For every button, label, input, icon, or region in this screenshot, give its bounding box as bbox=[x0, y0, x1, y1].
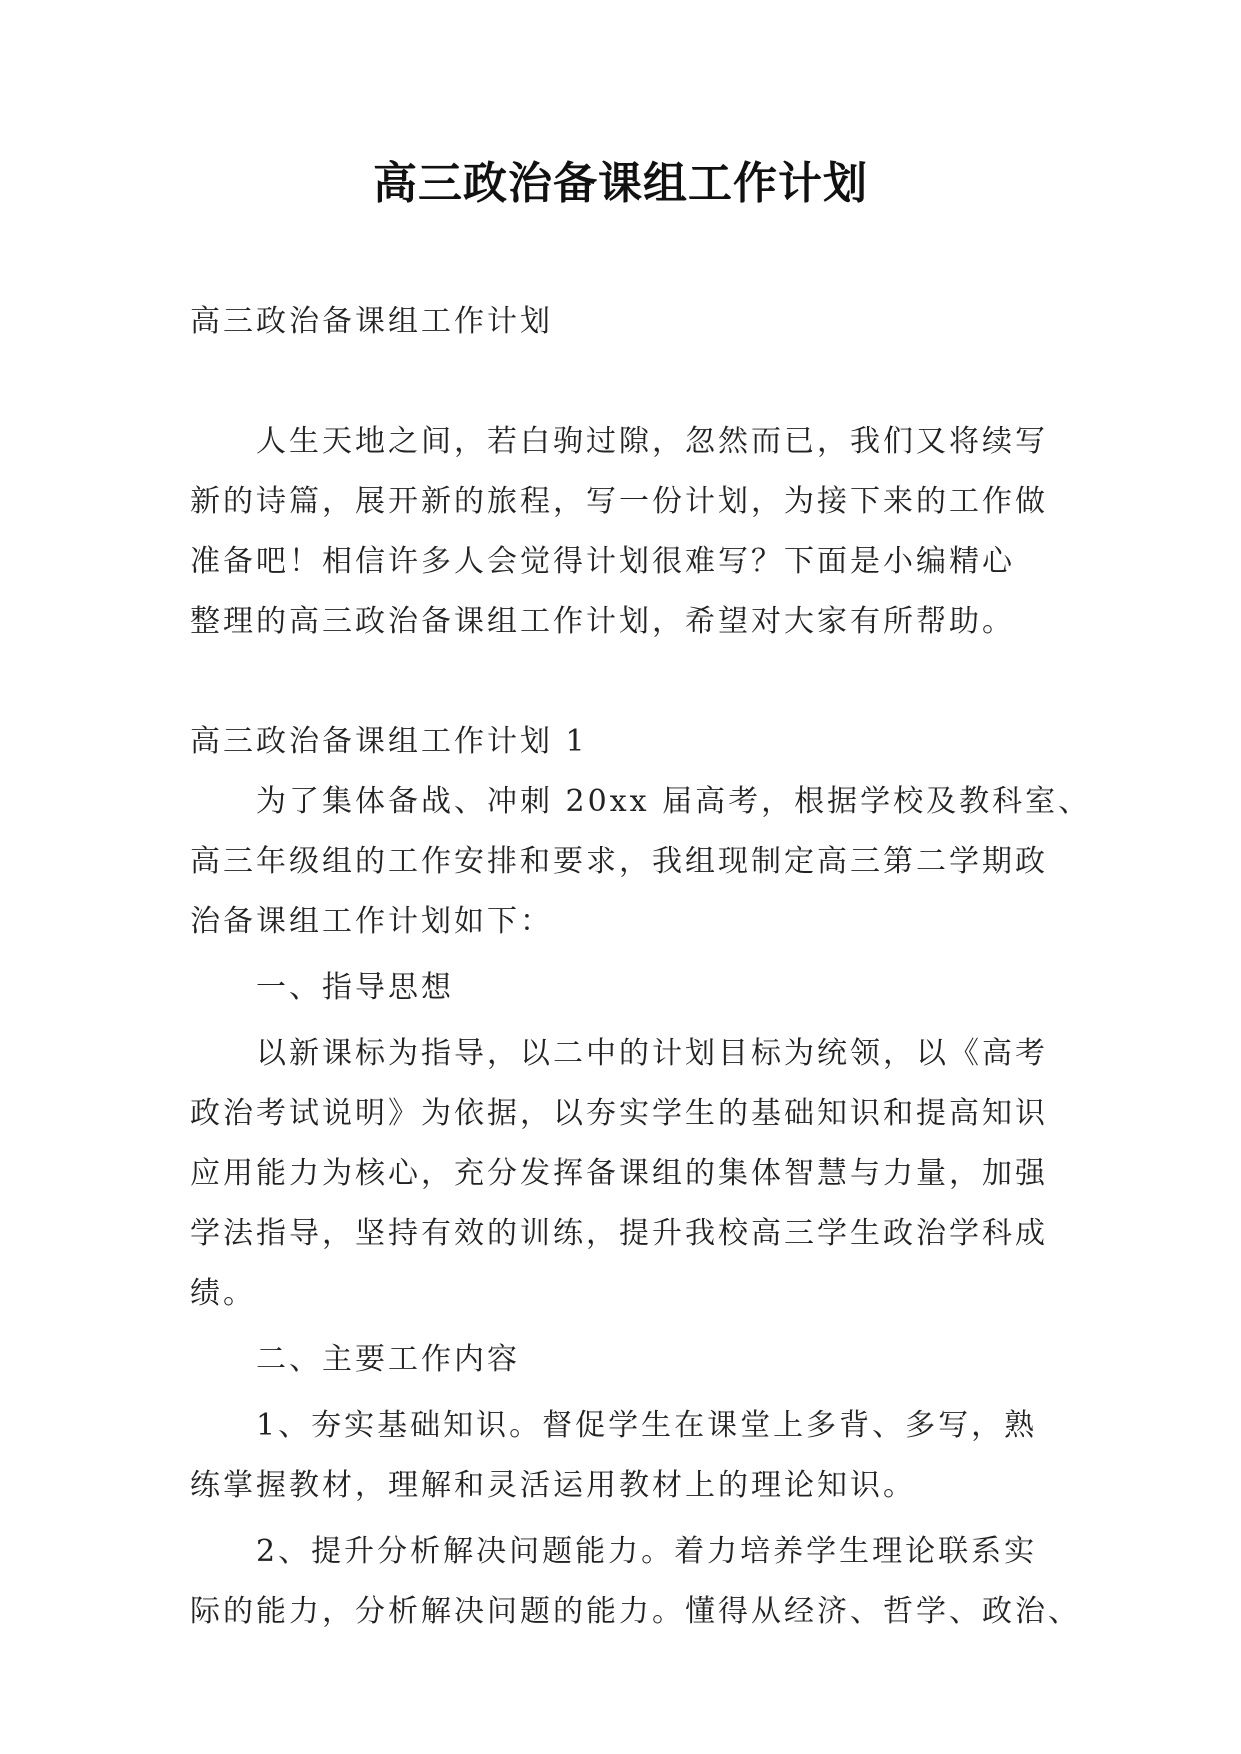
item2-line: 际的能力，分析解决问题的能力。懂得从经济、哲学、政治、 bbox=[190, 1594, 1081, 1629]
intro-line: 整理的高三政治备课组工作计划，希望对大家有所帮助。 bbox=[190, 604, 1015, 639]
intro-line: 人生天地之间，若白驹过隙，忽然而已，我们又将续写 bbox=[256, 424, 1048, 459]
document-title: 高三政治备课组工作计划 bbox=[373, 158, 868, 209]
section1-intro-line: 为了集体备战、冲刺 20xx 届高考，根据学校及教科室、 bbox=[256, 784, 1092, 819]
guiding-line: 应用能力为核心，充分发挥备课组的集体智慧与力量，加强 bbox=[190, 1156, 1048, 1191]
item1-line: 1、夯实基础知识。督促学生在课堂上多背、多写，熟 bbox=[256, 1408, 1038, 1443]
document-body bbox=[190, 292, 1092, 1642]
guiding-paragraph bbox=[190, 1024, 1070, 1324]
section1-intro-line: 治备课组工作计划如下： bbox=[190, 904, 553, 939]
intro-line: 新的诗篇，展开新的旅程，写一份计划，为接下来的工作做 bbox=[190, 484, 1048, 519]
item1-line: 练掌握教材，理解和灵活运用教材上的理论知识。 bbox=[190, 1468, 916, 1503]
guiding-line: 绩。 bbox=[190, 1276, 256, 1311]
item2-line: 2、提升分析解决问题能力。着力培养学生理论联系实 bbox=[256, 1534, 1038, 1569]
document-subtitle: 高三政治备课组工作计划 bbox=[190, 304, 553, 339]
section1-intro-line: 高三年级组的工作安排和要求，我组现制定高三第二学期政 bbox=[190, 844, 1048, 879]
section1-heading: 高三政治备课组工作计划 1 bbox=[190, 724, 588, 759]
intro-paragraph bbox=[190, 412, 1070, 652]
guiding-heading: 一、指导思想 bbox=[256, 970, 454, 1005]
guiding-line: 学法指导，坚持有效的训练，提升我校高三学生政治学科成 bbox=[190, 1216, 1048, 1251]
guiding-line: 以新课标为指导，以二中的计划目标为统领，以《高考 bbox=[256, 1036, 1048, 1071]
intro-line: 准备吧！相信许多人会觉得计划很难写？下面是小编精心 bbox=[190, 544, 1015, 579]
item2-paragraph bbox=[190, 1522, 1081, 1642]
item1-paragraph bbox=[190, 1396, 1070, 1516]
main-work-heading: 二、主要工作内容 bbox=[256, 1342, 520, 1377]
guiding-line: 政治考试说明》为依据，以夯实学生的基础知识和提高知识 bbox=[190, 1096, 1048, 1131]
section1-intro-paragraph bbox=[190, 772, 1092, 952]
